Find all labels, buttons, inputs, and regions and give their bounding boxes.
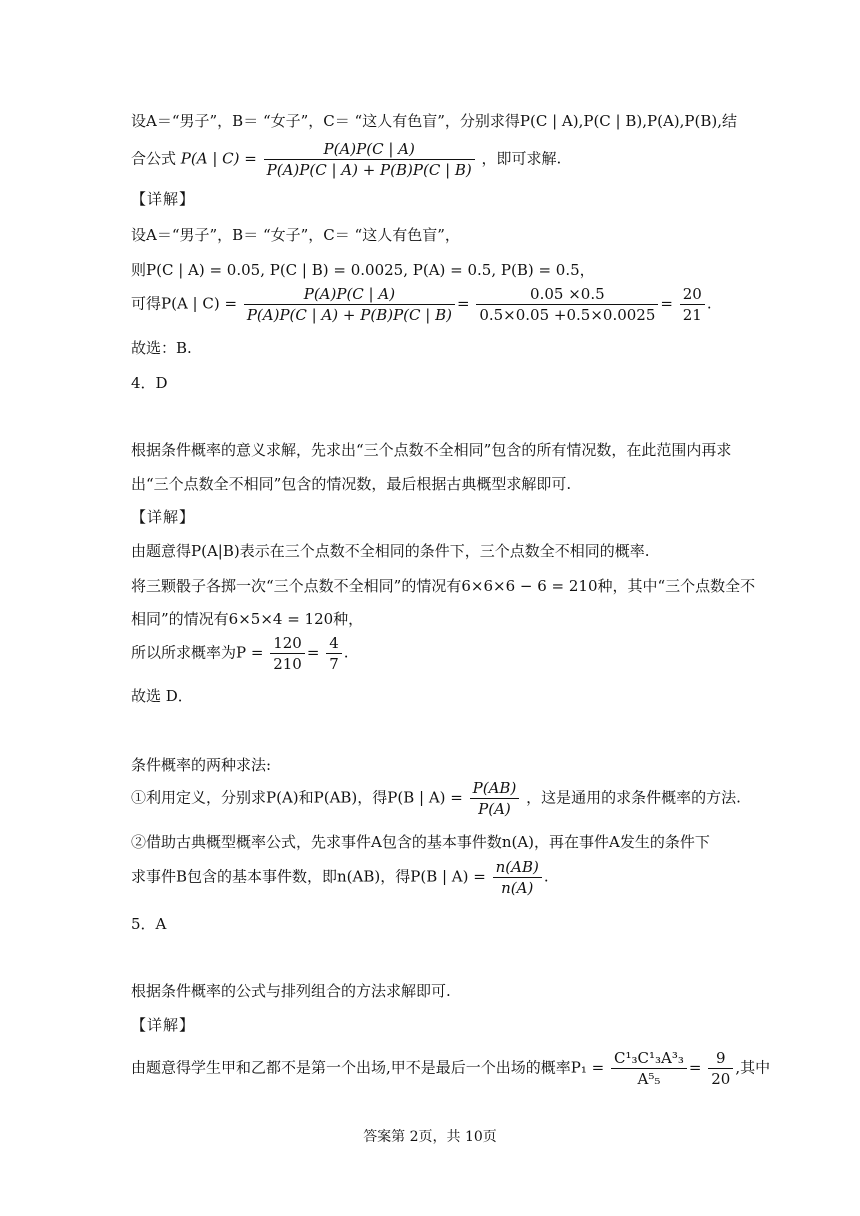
q3-analysis-line-1: 设A＝“男子”，B＝ “女子”，C＝ “这人有色盲”，分别求得P(C | A),P(C | B),P(A),P(B),结 [131,112,737,130]
q3-detail-fraction-2: $\frac{0.05 \times 0.5}{0.5\times 0.05 +0.5\times 0.0025}$ [476,285,658,324]
q4-analysis-line-1: 根据条件概率的意义求解，先求出“三个点数不全相同”包含的所有情况数，在此范围内再求 [131,441,732,459]
q3-detail-fraction-1: $\frac{P(A)P(C | A)}{P(A)P(C | A) + P(B)P(C | B)}$ [244,285,455,324]
q5-detail-line-1: 由题意得学生甲和乙都不是第一个出场,甲不是最后一个出场的概率P₁ = $\frac{\text{C¹₃C¹₃A³₃}}{\text{A⁵₅}}$ = $\frac{9}{20}$ ,其中 [131,1049,771,1088]
q5-fraction-1: $\frac{\text{C¹₃C¹₃A³₃}}{\text{A⁵₅}}$ [611,1049,687,1088]
q4-analysis-line-2: 出“三个点数全不相同”包含的情况数，最后根据古典概型求解即可. [131,475,572,493]
q4-detail-line-4: 所以所求概率为P = $\frac{120}{210}$ = $\frac{4}{7}$ . [131,634,349,673]
q3-detail-line-1: 设A＝“男子”，B＝ “女子”，C＝ “这人有色盲”， [131,226,460,244]
q4-comment-title: 条件概率的两种求法: [131,756,272,774]
q4-detail-header: 【详解】 [131,508,196,526]
q4-detail-line-2: 将三颗骰子各掷一次“三个点数不全相同”的情况有6×6×6 − 6 = 210种，其中“三个点数全不 [131,577,756,595]
q4-label: 4．D [131,374,168,392]
q4-fraction-2: $\frac{4}{7}$ [326,634,342,673]
q3-detail-header: 【详解】 [131,190,196,208]
q4-comment-line-2: ②借助古典概型概率公式，先求事件A包含的基本事件数n(A)，再在事件A发生的条件下 [131,833,710,851]
q5-analysis-line-1: 根据条件概率的公式与排列组合的方法求解即可. [131,982,451,1000]
q5-detail-header: 【详解】 [131,1016,196,1034]
q3-detail-line-2: 则P(C | A) = 0.05, P(C | B) = 0.0025, P(A) = 0.5, P(B) = 0.5， [131,261,595,279]
q3-analysis-line-2: 合公式 P(A | C) = $\frac{P(A)P(C | A)}{P(A)P(C | A) + P(B)P(C | B)}$ ，即可求解. [131,140,562,179]
q3-answer: 故选：B. [131,339,192,357]
q4-comment-line-3: 求事件B包含的基本事件数，即n(AB)，得P(B | A) = $\frac{n(AB)}{n(A)}$ . [131,858,549,897]
q5-fraction-2: $\frac{9}{20}$ [708,1049,733,1088]
q3-detail-line-3: 可得P(A | C) = $\frac{P(A)P(C | A)}{P(A)P(C | A) + P(B)P(C | B)}$ = $\frac{0.05 \times 0.5}{0.5\times 0.05 +0.5\times 0.0025}$ = $\frac{20}{21}$ . [131,285,712,324]
q4-comment-fraction-2: $\frac{n(AB)}{n(A)}$ [493,858,542,897]
q4-comment-line-1: ①利用定义，分别求P(A)和P(AB)，得P(B | A) = $\frac{P(AB)}{P(A)}$ ，这是通用的求条件概率的方法. [131,779,741,818]
q4-detail-line-3: 相同”的情况有6×5×4 = 120种， [131,610,364,628]
q3-formula-fraction: $\frac{P(A)P(C | A)}{P(A)P(C | A) + P(B)P(C | B)}$ [264,140,475,179]
q4-detail-line-1: 由题意得P(A|B)表示在三个点数不全相同的条件下，三个点数全不相同的概率. [131,542,650,560]
q3-detail-fraction-3: $\frac{20}{21}$ [680,285,705,324]
q5-label: 5．A [131,915,167,933]
q4-fraction-1: $\frac{120}{210}$ [270,634,305,673]
q4-comment-fraction-1: $\frac{P(AB)}{P(A)}$ [470,779,520,818]
page-footer: 答案第 2页，共 10页 [363,1129,497,1145]
q4-answer: 故选 D． [131,687,193,705]
